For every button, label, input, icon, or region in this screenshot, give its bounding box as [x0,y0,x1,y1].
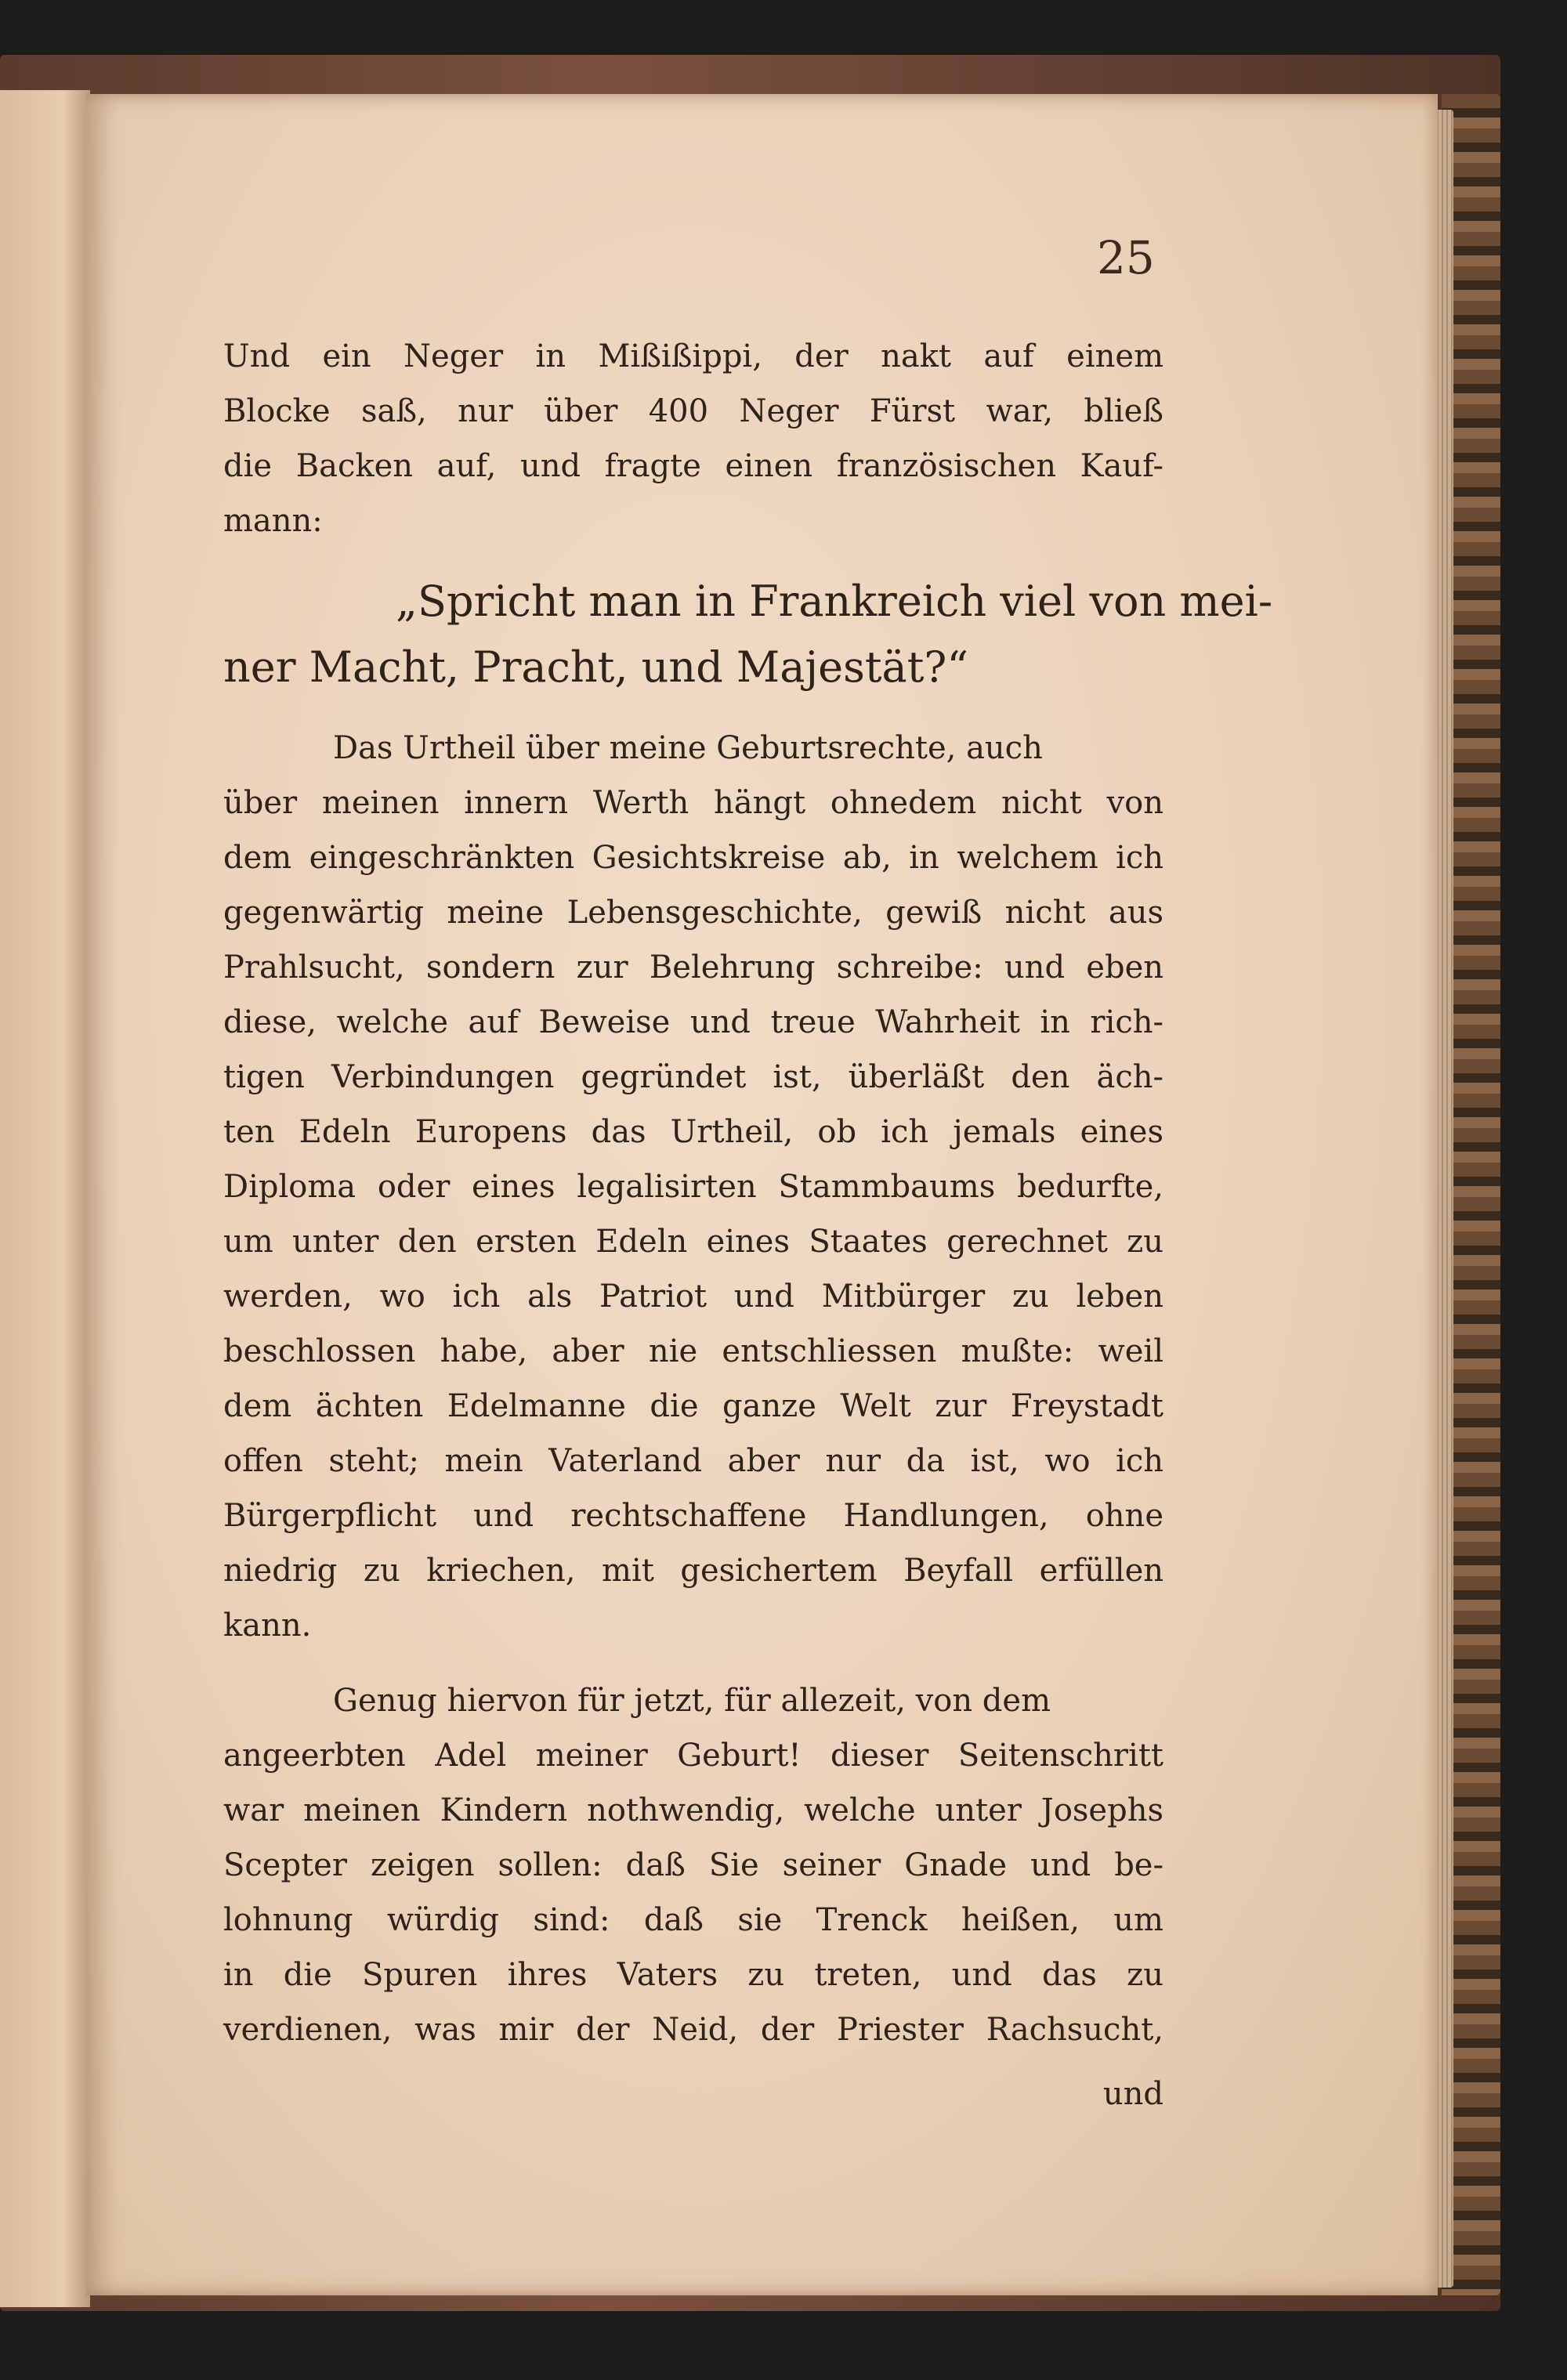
text-line: offen steht; mein Vaterland aber nur da ist, wo ich [223,1443,1163,1479]
text-line: verdienen, was mir der Neid, der Priester Rachsucht, [223,2012,1163,2048]
text-line: lohnung würdig sind: daß sie Trenck heißen, um [223,1902,1163,1938]
text-line: in die Spuren ihres Vaters zu treten, und das zu [223,1957,1163,1993]
text-line: mann: [223,503,323,539]
text-line: Diploma oder eines legalisirten Stammbaums bedurfte, [223,1169,1163,1205]
text-line: niedrig zu kriechen, mit gesichertem Beyfall erfüllen [223,1553,1163,1589]
text-line: Scepter zeigen sollen: daß Sie seiner Gnade und be- [223,1847,1163,1883]
text-line: über meinen innern Werth hängt ohnedem nicht von [223,785,1163,821]
text-line: tigen Verbindungen gegründet ist, überläßt den äch- [223,1059,1163,1095]
text-line: beschlossen habe, aber nie entschliessen mußte: weil [223,1333,1163,1369]
body-text [223,329,1273,2121]
text-line: angeerbten Adel meiner Geburt! dieser Seitenschritt [223,1738,1163,1774]
text-line: dem ächten Edelmanne die ganze Welt zur Freystadt [223,1388,1163,1424]
text-line: Bürgerpflicht und rechtschaffene Handlungen, ohne [223,1498,1163,1534]
text-line: Genug hiervon für jetzt, für allezeit, von dem [333,1683,1051,1719]
text-line: Blocke saß, nur über 400 Neger Fürst war, bließ [223,393,1163,429]
text-line: war meinen Kindern nothwendig, welche unter Josephs [223,1792,1163,1828]
quote-line: ner Macht, Pracht, und Majestät?“ [223,642,968,692]
quote-line: „Spricht man in Frankreich viel von mei- [396,577,1273,626]
text-line: diese, welche auf Beweise und treue Wahrheit in rich- [223,1004,1163,1040]
text-line: kann. [223,1608,312,1644]
text-line: Das Urtheil über meine Geburtsrechte, auch [333,730,1043,766]
text-line: die Backen auf, und fragte einen französischen Kauf- [223,448,1163,484]
text-line: gegenwärtig meine Lebensgeschichte, gewiß nicht aus [223,895,1163,931]
text-line: werden, wo ich als Patriot und Mitbürger zu leben [223,1279,1163,1315]
catchword: und [1102,2076,1163,2112]
text-line: ten Edeln Europens das Urtheil, ob ich jemals eines [223,1114,1163,1150]
text-line: um unter den ersten Edeln eines Staates gerechnet zu [223,1224,1163,1260]
page-number: 25 [1097,231,1155,284]
text-line: Prahlsucht, sondern zur Belehrung schreibe: und eben [223,949,1163,986]
text-line: dem eingeschränkten Gesichtskreise ab, in welchem ich [223,840,1163,876]
text-line: Und ein Neger in Mißißippi, der nakt auf einem [223,338,1163,374]
facing-page-edge [0,90,90,2307]
